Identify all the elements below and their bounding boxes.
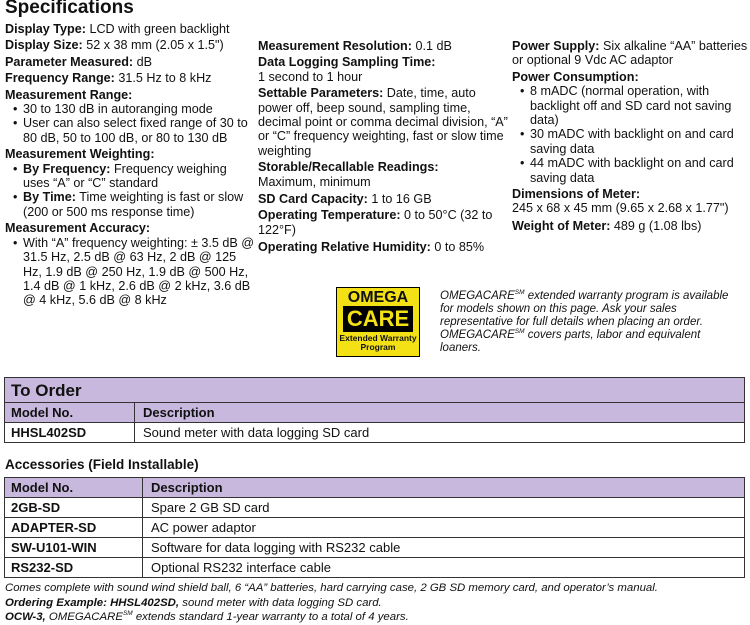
column-header-description: Description bbox=[143, 405, 215, 420]
logo-line-3a: Extended Warranty bbox=[339, 333, 417, 343]
spec-storable-heading: Storable/Recallable Readings: bbox=[258, 160, 439, 175]
consumption-list bbox=[512, 84, 750, 185]
footnotes bbox=[5, 581, 745, 625]
list-item: • 8 mADC (normal operation, with backlight off and SD card not saving data) bbox=[512, 84, 750, 127]
spec-consumption-heading: Power Consumption: bbox=[512, 69, 639, 84]
table-row bbox=[5, 518, 744, 538]
specs-column-3 bbox=[512, 39, 750, 233]
spec-value: 31.5 Hz to 8 kHz bbox=[114, 71, 212, 86]
brand: OMEGACARE bbox=[45, 611, 123, 623]
spec-temperature bbox=[258, 208, 510, 237]
spec-humidity bbox=[258, 240, 510, 254]
spec-weight bbox=[512, 219, 750, 233]
logo-line-3 bbox=[337, 334, 419, 352]
spec-label: Display Size: bbox=[5, 38, 83, 53]
logo-line-1: OMEGA bbox=[347, 289, 409, 306]
spec-frequency-range bbox=[5, 71, 255, 85]
description-cell: Spare 2 GB SD card bbox=[151, 500, 270, 515]
logo-line-2: CARE bbox=[343, 306, 413, 332]
service-mark: SM bbox=[514, 289, 525, 297]
logo-line-3b: Program bbox=[360, 342, 396, 352]
omegacare-logo bbox=[336, 287, 420, 357]
spec-settable bbox=[258, 86, 510, 158]
brand: OMEGACARE bbox=[440, 290, 515, 302]
list-item bbox=[5, 162, 255, 191]
list-item: • With “A” frequency weighting: ± 3.5 dB @ 31.5 Hz, 2.5 dB @ 63 Hz, 2 dB @ 125 Hz, 1.9 dB @ 250 Hz, 1.9 dB @ 500 Hz, 1.4 dB @ 1 kHz, 2.6 dB @ 2 kHz, 3.6 dB @ 4 kHz, 5.6 dB @ 8 kHz bbox=[5, 236, 255, 308]
model-cell: SW-U101-WIN bbox=[5, 538, 143, 557]
table-row bbox=[5, 538, 744, 558]
item-text: Time weighting is fast or slow (200 or 500 ms response time) bbox=[23, 190, 244, 219]
table-header-row bbox=[5, 403, 744, 423]
specs-column-2 bbox=[258, 39, 510, 255]
item-text: Frequency weighing uses “A” or “C” standard bbox=[23, 161, 227, 191]
spec-display-size bbox=[5, 38, 255, 52]
item-label: By Frequency: bbox=[23, 161, 111, 176]
spec-label: Display Type: bbox=[5, 22, 86, 36]
table-header-row bbox=[5, 478, 744, 498]
column-header-model: Model No. bbox=[5, 478, 143, 497]
accuracy-list bbox=[5, 236, 255, 308]
spec-range-heading: Measurement Range: bbox=[5, 87, 133, 102]
service-mark: SM bbox=[122, 610, 133, 618]
footnote-warranty bbox=[5, 610, 745, 625]
spec-resolution bbox=[258, 39, 510, 53]
example-label: Ordering Example: HHSL402SD, bbox=[5, 596, 180, 609]
spec-value: 52 x 38 mm (2.05 x 1.5") bbox=[82, 38, 224, 53]
order-title: To Order bbox=[11, 381, 82, 400]
description-cell: Optional RS232 interface cable bbox=[151, 560, 331, 575]
spec-logging-heading: Data Logging Sampling Time: bbox=[258, 55, 436, 70]
list-item: • 30 to 130 dB in autoranging mode bbox=[5, 102, 255, 116]
spec-label: Weight of Meter: bbox=[512, 218, 611, 233]
description-cell: Software for data logging with RS232 cable bbox=[151, 540, 401, 555]
spec-label: Measurement Resolution: bbox=[258, 39, 412, 53]
model-cell: RS232-SD bbox=[5, 558, 143, 577]
spec-label: Operating Temperature: bbox=[258, 208, 401, 223]
warranty-note-text: extends standard 1-year warranty to a total of 4 years. bbox=[132, 611, 409, 623]
accessories-table bbox=[4, 477, 745, 578]
spec-label: Operating Relative Humidity: bbox=[258, 240, 431, 255]
spec-label: SD Card Capacity: bbox=[258, 192, 368, 207]
spec-dimensions-heading: Dimensions of Meter: bbox=[512, 187, 641, 202]
spec-power-supply bbox=[512, 39, 750, 68]
model-cell: HHSL402SD bbox=[5, 423, 135, 442]
spec-parameter bbox=[5, 55, 255, 69]
list-item: • User can also select fixed range of 30 to 80 dB, 50 to 100 dB, or 80 to 130 dB bbox=[5, 116, 255, 145]
list-item: • 44 mADC with backlight on and card saving data bbox=[512, 156, 750, 185]
footnote-included-items: Comes complete with sound wind shield ball, 6 “AA” batteries, hard carrying case, 2 GB SD memory card, and operator’s manual. bbox=[5, 582, 658, 594]
spec-display-type bbox=[5, 22, 255, 36]
list-item: • 30 mADC with backlight on and card saving data bbox=[512, 127, 750, 156]
spec-sd-capacity bbox=[258, 192, 510, 206]
brand: OMEGACARE bbox=[440, 329, 515, 341]
spec-dimensions-value: 245 x 68 x 45 mm (9.65 x 2.68 x 1.77") bbox=[512, 201, 729, 216]
spec-weighting-heading: Measurement Weighting: bbox=[5, 147, 155, 162]
table-row bbox=[5, 498, 744, 518]
example-text: sound meter with data logging SD card. bbox=[179, 596, 382, 609]
warranty-sentence: covers parts, labor and equivalent loaners. bbox=[440, 329, 701, 354]
list-item bbox=[5, 190, 255, 219]
order-title-bar bbox=[5, 378, 744, 403]
footnote-ordering-example bbox=[5, 596, 745, 611]
spec-logging-value: 1 second to 1 hour bbox=[258, 69, 363, 84]
model-cell: ADAPTER-SD bbox=[5, 518, 143, 537]
warranty-model: OCW-3, bbox=[5, 611, 46, 623]
page-title: Specifications bbox=[5, 0, 134, 18]
spec-value: 0 to 85% bbox=[430, 240, 485, 255]
spec-value: 0.1 dB bbox=[411, 39, 452, 53]
description-cell: AC power adaptor bbox=[151, 520, 256, 535]
order-table bbox=[4, 377, 745, 443]
warranty-text bbox=[440, 290, 740, 355]
item-label: By Time: bbox=[23, 190, 76, 205]
spec-value: Date, time, auto power off, beep sound, sampling time, decimal point or comma decimal division, “A” or “C” frequency weighting, fast or slow time weighting bbox=[258, 86, 508, 158]
spec-value: Six alkaline “AA” batteries or optional 9 Vdc AC adaptor bbox=[512, 39, 748, 68]
spec-value: LCD with green backlight bbox=[85, 22, 230, 36]
model-cell: 2GB-SD bbox=[5, 498, 143, 517]
service-mark: SM bbox=[514, 328, 525, 336]
column-header-model: Model No. bbox=[5, 403, 135, 422]
accessories-title: Accessories (Field Installable) bbox=[5, 457, 199, 472]
warranty-sentence: extended warranty program is available for models shown on this page. Ask your sales representative for full details when placing an order. bbox=[440, 290, 729, 328]
spec-accuracy-heading: Measurement Accuracy: bbox=[5, 221, 151, 236]
specs-column-1 bbox=[5, 22, 255, 308]
spec-storable-value: Maximum, minimum bbox=[258, 174, 371, 189]
spec-label: Parameter Measured: bbox=[5, 54, 134, 69]
spec-value: 1 to 16 GB bbox=[367, 192, 432, 207]
table-row bbox=[5, 558, 744, 577]
spec-label: Settable Parameters: bbox=[258, 86, 384, 101]
spec-value: 0 to 50°C (32 to 122°F) bbox=[258, 208, 493, 237]
range-list bbox=[5, 102, 255, 145]
spec-label: Frequency Range: bbox=[5, 71, 115, 86]
weighting-list bbox=[5, 162, 255, 220]
spec-label: Power Supply: bbox=[512, 39, 600, 53]
spec-value: dB bbox=[133, 54, 153, 69]
table-row bbox=[5, 423, 744, 442]
column-header-description: Description bbox=[151, 480, 223, 495]
spec-value: 489 g (1.08 lbs) bbox=[610, 218, 702, 233]
description-cell: Sound meter with data logging SD card bbox=[143, 425, 370, 440]
